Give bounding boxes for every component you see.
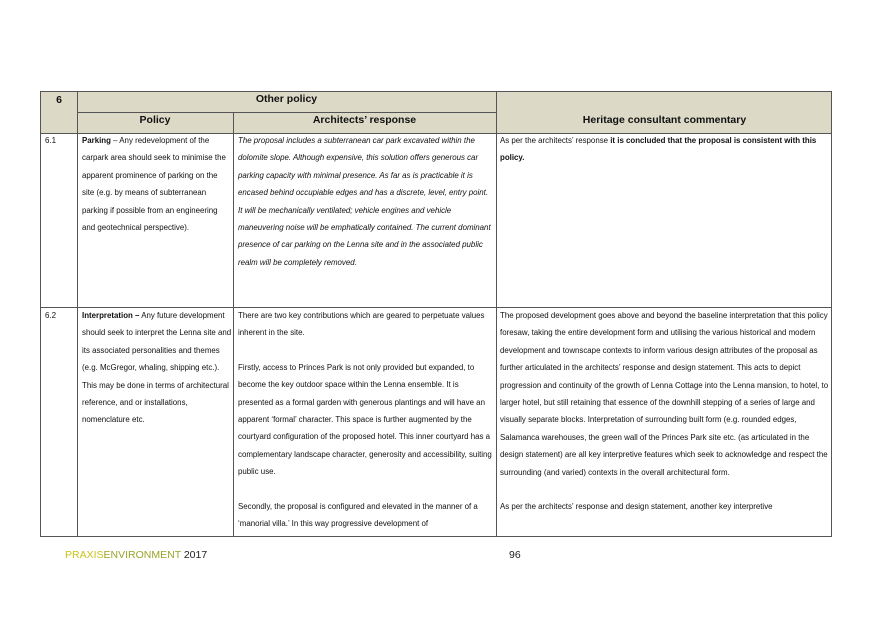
policy-cell [82, 132, 230, 236]
policy-table [40, 91, 832, 537]
architects-paragraph: Secondly, the proposal is configured and elevated in the manner of a ‘manorial villa.’ In this way progressive development of [238, 501, 478, 529]
page-number: 96 [509, 549, 521, 561]
footer-brand [65, 549, 207, 561]
brand-praxis: PRAXIS [65, 549, 104, 561]
heritage-text: As per the architects’ response [500, 136, 611, 145]
footer-year: 2017 [180, 549, 208, 561]
heritage-commentary [500, 132, 830, 167]
architects-paragraph: Firstly, access to Princes Park is not only provided but expanded, to become the key outdoor space within the Lenna ensemble. It is presented as a formal garden with generous plantings and will have an apparent ‘formal’ character. This space is further augmented by the courtyard configuration of the proposed hotel. This inner courtyard has a complementary landscape character, generosity and accessibility, suiting public use. [238, 362, 492, 477]
policy-cell [82, 307, 232, 429]
heritage-conclusion: it is concluded that the proposal is consistent with this policy. [500, 136, 817, 163]
policy-text: – Any redevelopment of the carpark area should seek to minimise the apparent prominence of parking on the site (e.g. by means of subterranean parking if possible from an engineering and geotechnical perspective). [82, 136, 226, 233]
section-title: Other policy [255, 93, 318, 105]
architects-response [238, 307, 494, 535]
section-number: 6 [56, 94, 62, 106]
row-number: 6.1 [45, 136, 57, 145]
brand-environment: ENVIRONMENT [103, 549, 181, 561]
column-header-architects: Architects’ response [312, 114, 417, 126]
heritage-paragraph: As per the architects’ response and design statement, another key interpretive [500, 502, 773, 512]
policy-term: Interpretation – [82, 311, 140, 320]
heritage-paragraph: The proposed development goes above and beyond the baseline interpretation that this policy foresaw, taking the entire development form and utilising the various historical and modern development and townscape contexts to inform various design attributes of the proposal as further articulated in the architects’ response and design statement. This acts to depict progression and continuity of the growth of Lenna Cottage into the Lenna mansion, to hotel, to larger hotel, but still retaining that essence of the downhill stepping of a series of large and visually separate blocks. Interpretation of surrounding built form (e.g. rounded edges, Salamanca warehouses, the green wall of the Princes Park site etc. (as articulated in the design statement) are all key interpretive features which seek to acknowledge and respect the surrounding (and varied) contexts in the overall architectural form. [500, 311, 829, 477]
policy-text: Any future development should seek to interpret the Lenna site and its associated personalities and themes (e.g. McGregor, whaling, shipping etc.). This may be done in terms of architectural reference, and or installations, nomenclature etc. [82, 311, 232, 425]
architects-response: The proposal includes a subterranean car park excavated within the dolomite slope. Although expensive, this solution offers generous car parking capacity with minimal presence. As far as is practicable it is encased behind occupiable edges and has a discrete, level, entry point. It will be mechanically ventilated; vehicle engines and vehicle maneuvering noise will be emphatically contained. The current dominant presence of car parking on the Lenna site and in the associated public realm will be completely removed. [238, 136, 491, 267]
column-header-policy: Policy [139, 114, 171, 126]
heritage-commentary [500, 307, 831, 535]
row-number: 6.2 [45, 311, 57, 320]
architects-paragraph: There are two key contributions which are geared to perpetuate values inherent in the site. [238, 311, 485, 338]
column-header-heritage: Heritage consultant commentary [582, 114, 747, 126]
policy-term: Parking [82, 136, 111, 145]
